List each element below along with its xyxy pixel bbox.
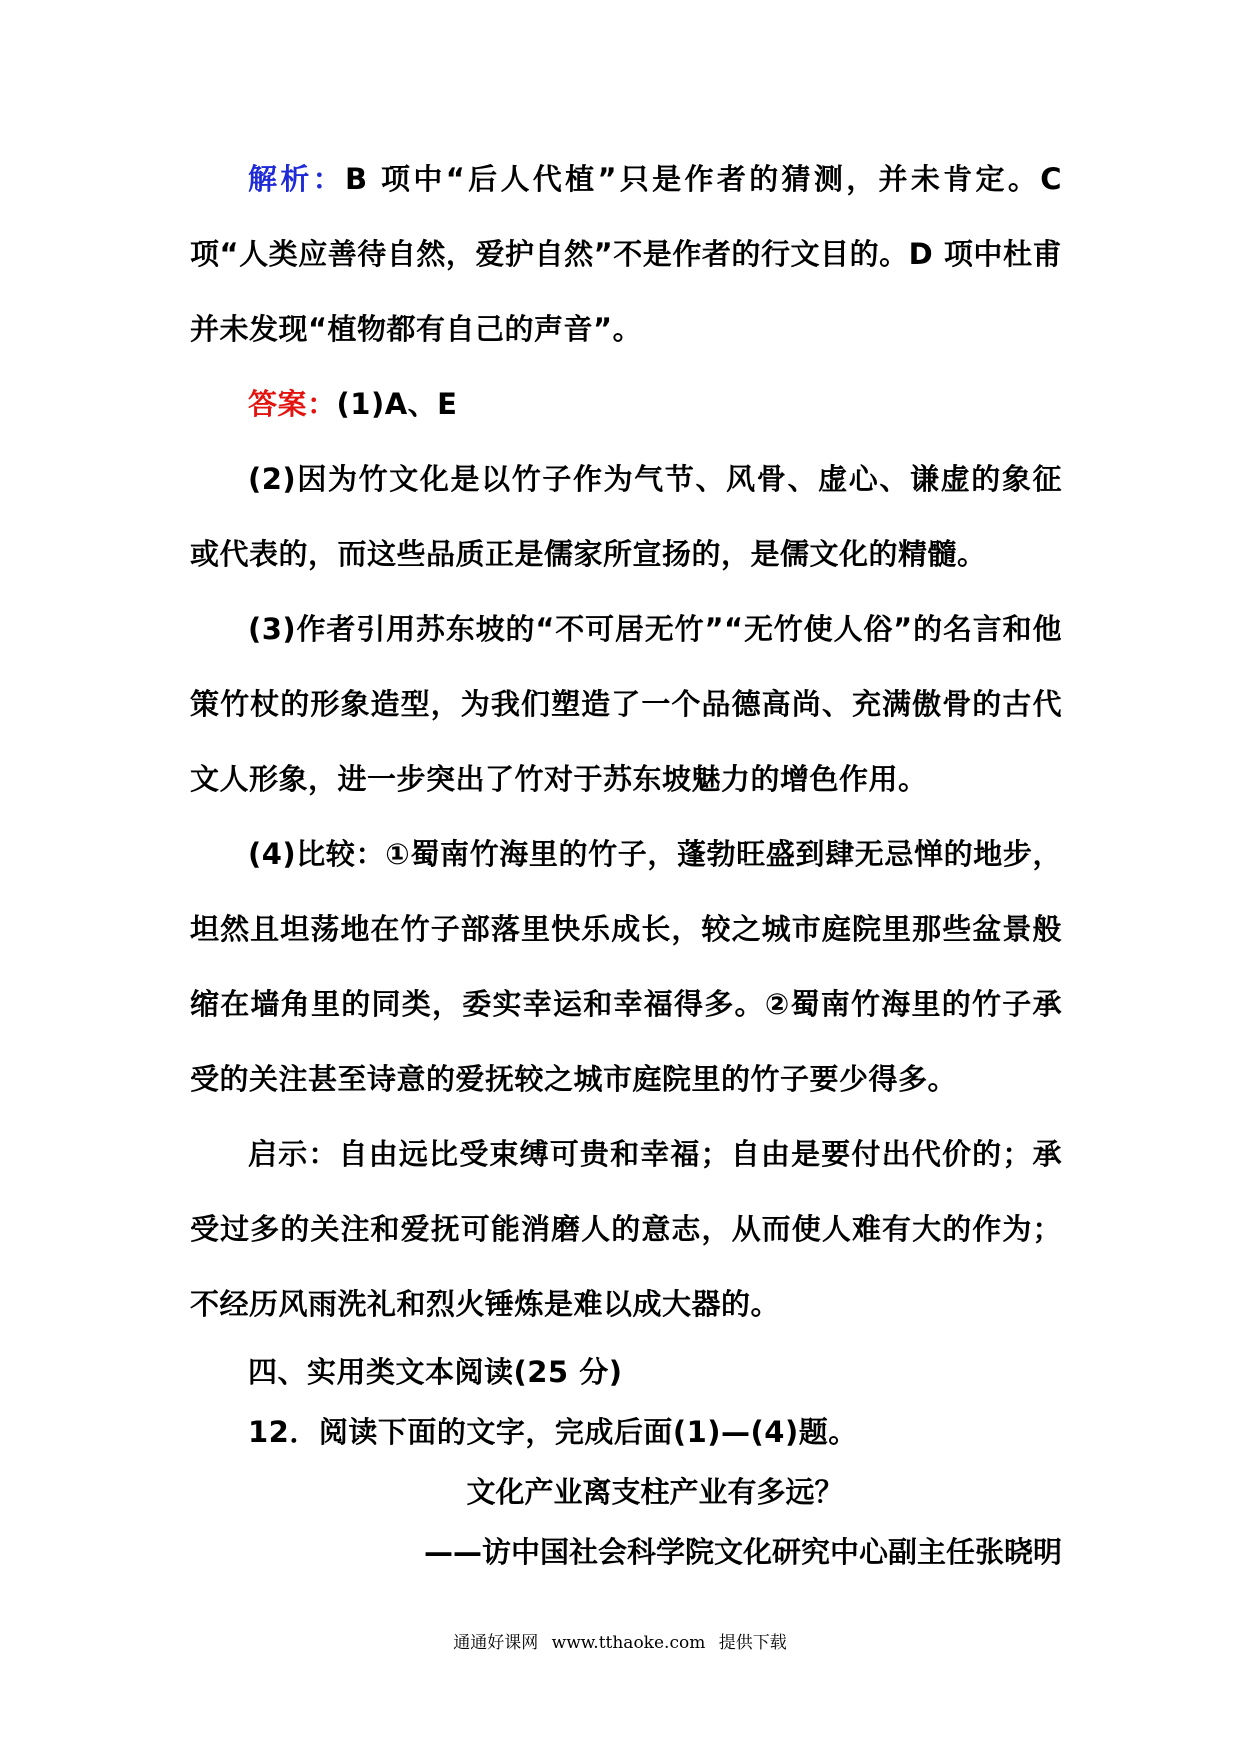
answer-item-4: (4)比较：①蜀南竹海里的竹子，蓬勃旺盛到肆无忌惮的地步，坦然且坦荡地在竹子部落里快乐成长，较之城市庭院里那些盆景般缩在墙角里的同类，委实幸运和幸福得多。②蜀南竹海里的竹子承受的关注甚至诗意的爱抚较之城市庭院里的竹子要少得多。 xyxy=(190,837,1062,1096)
analysis-paragraph xyxy=(190,142,1062,367)
article-subtitle: ——访中国社会科学院文化研究中心副主任张晓明 xyxy=(423,1535,1062,1569)
question-prompt: 12．阅读下面的文字，完成后面(1)—(4)题。 xyxy=(248,1415,858,1449)
article-title: 文化产业离支柱产业有多远？ xyxy=(466,1475,844,1509)
answer-paragraph xyxy=(190,367,1062,442)
footer-site-name: 通通好课网 xyxy=(453,1633,539,1653)
insight-paragraph: 启示：自由远比受束缚可贵和幸福；自由是要付出代价的；承受过多的关注和爱抚可能消磨人的意志，从而使人难有大的作为；不经历风雨洗礼和烈火锤炼是难以成大器的。 xyxy=(190,1137,1062,1321)
footer-note: 提供下载 xyxy=(718,1633,787,1653)
footer-url[interactable]: www.tthaoke.com xyxy=(551,1633,706,1653)
analysis-text: B 项中“后人代植”只是作者的猜测，并未肯定。C 项“人类应善待自然，爱护自然”不是作者的行文目的。D 项中杜甫并未发现“植物都有自己的声音”。 xyxy=(190,162,1062,346)
answer-item-3: (3)作者引用苏东坡的“不可居无竹”“无竹使人俗”的名言和他策竹杖的形象造型，为我们塑造了一个品德高尚、充满傲骨的古代文人形象，进一步突出了竹对于苏东坡魅力的增色作用。 xyxy=(190,612,1062,796)
answer-text: (1)A、E xyxy=(336,387,458,421)
answer-label: 答案： xyxy=(248,387,337,421)
analysis-label: 解析： xyxy=(248,162,346,196)
answer-item-2: (2)因为竹文化是以竹子作为气节、风骨、虚心、谦虚的象征或代表的，而这些品质正是儒家所宣扬的，是儒文化的精髓。 xyxy=(190,462,1062,571)
section-heading: 四、实用类文本阅读(25 分) xyxy=(248,1355,623,1389)
page-footer xyxy=(0,1628,1240,1653)
page-content xyxy=(190,142,1062,1582)
